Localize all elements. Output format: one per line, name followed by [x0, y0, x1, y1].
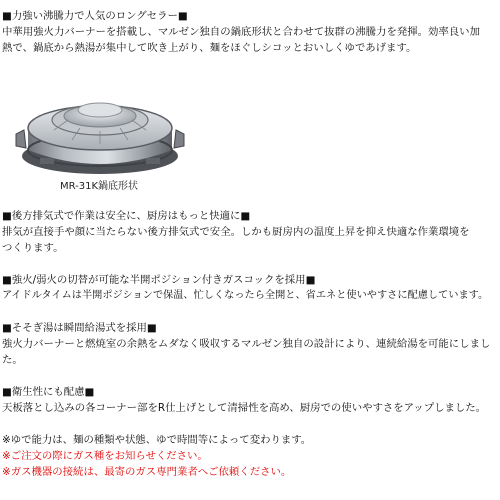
- section4-body-line-2: た。: [2, 354, 23, 366]
- section4-body-line-1: 強火力バーナーと燃焼室の余熱をムダなく吸収するマルゼン独自の設計により、連続給湯を可能にしまし: [2, 338, 491, 350]
- section1-body-line-1: 中華用強火力バーナーを搭載し、マルゼン独自の鍋底形状と合わせて抜群の沸騰力を発揮。効率良い加: [2, 26, 480, 38]
- section1-heading: ■力強い沸騰力で人気のロングセラー■: [2, 10, 188, 22]
- section4-heading: ■そそぎ湯は瞬間給湯式を採用■: [2, 322, 157, 334]
- pot-illustration: [10, 70, 190, 180]
- section5-body-line-1: 天板落とし込みの各コーナー部をR仕上げとして清掃性を高め、厨房での使いやすさをアップしました。: [2, 402, 487, 414]
- section3-heading: ■強火/弱火の切替が可能な半開ポジション付きガスコックを採用■: [2, 274, 316, 286]
- pot-bottom-shape-image: [10, 70, 190, 180]
- figure-caption: MR-31K鍋底形状: [60, 181, 139, 192]
- section1-body-line-2: 熱で、鍋底から熱湯が集中して吹き上がり、麺をほぐしシコッとおいしくゆであげます。: [2, 42, 417, 54]
- section2-heading: ■後方排気式で作業は安全に、厨房はもっと快適に■: [2, 210, 251, 222]
- section2-body-line-1: 排気が直接手や顔に当たらない後方排気式で安全。しかも厨房内の温度上昇を抑え快適な作業環境を: [2, 226, 470, 238]
- note-gas-type: ※ご注文の際にガス種をお知らせください。: [2, 450, 208, 462]
- section5-heading: ■衛生性にも配慮■: [2, 386, 95, 398]
- section2-body-line-2: つくります。: [2, 242, 64, 254]
- section3-body-line-1: アイドルタイムは半開ポジションで保温、忙しくなったら全開と、省エネと使いやすさに配慮しています。: [2, 290, 489, 301]
- note-boil-capacity: ※ゆで能力は、麺の種類や状態、ゆで時間等によって変わります。: [2, 434, 312, 446]
- note-gas-connection: ※ガス機器の接続は、最寄のガス専門業者へご依頼ください。: [2, 466, 292, 478]
